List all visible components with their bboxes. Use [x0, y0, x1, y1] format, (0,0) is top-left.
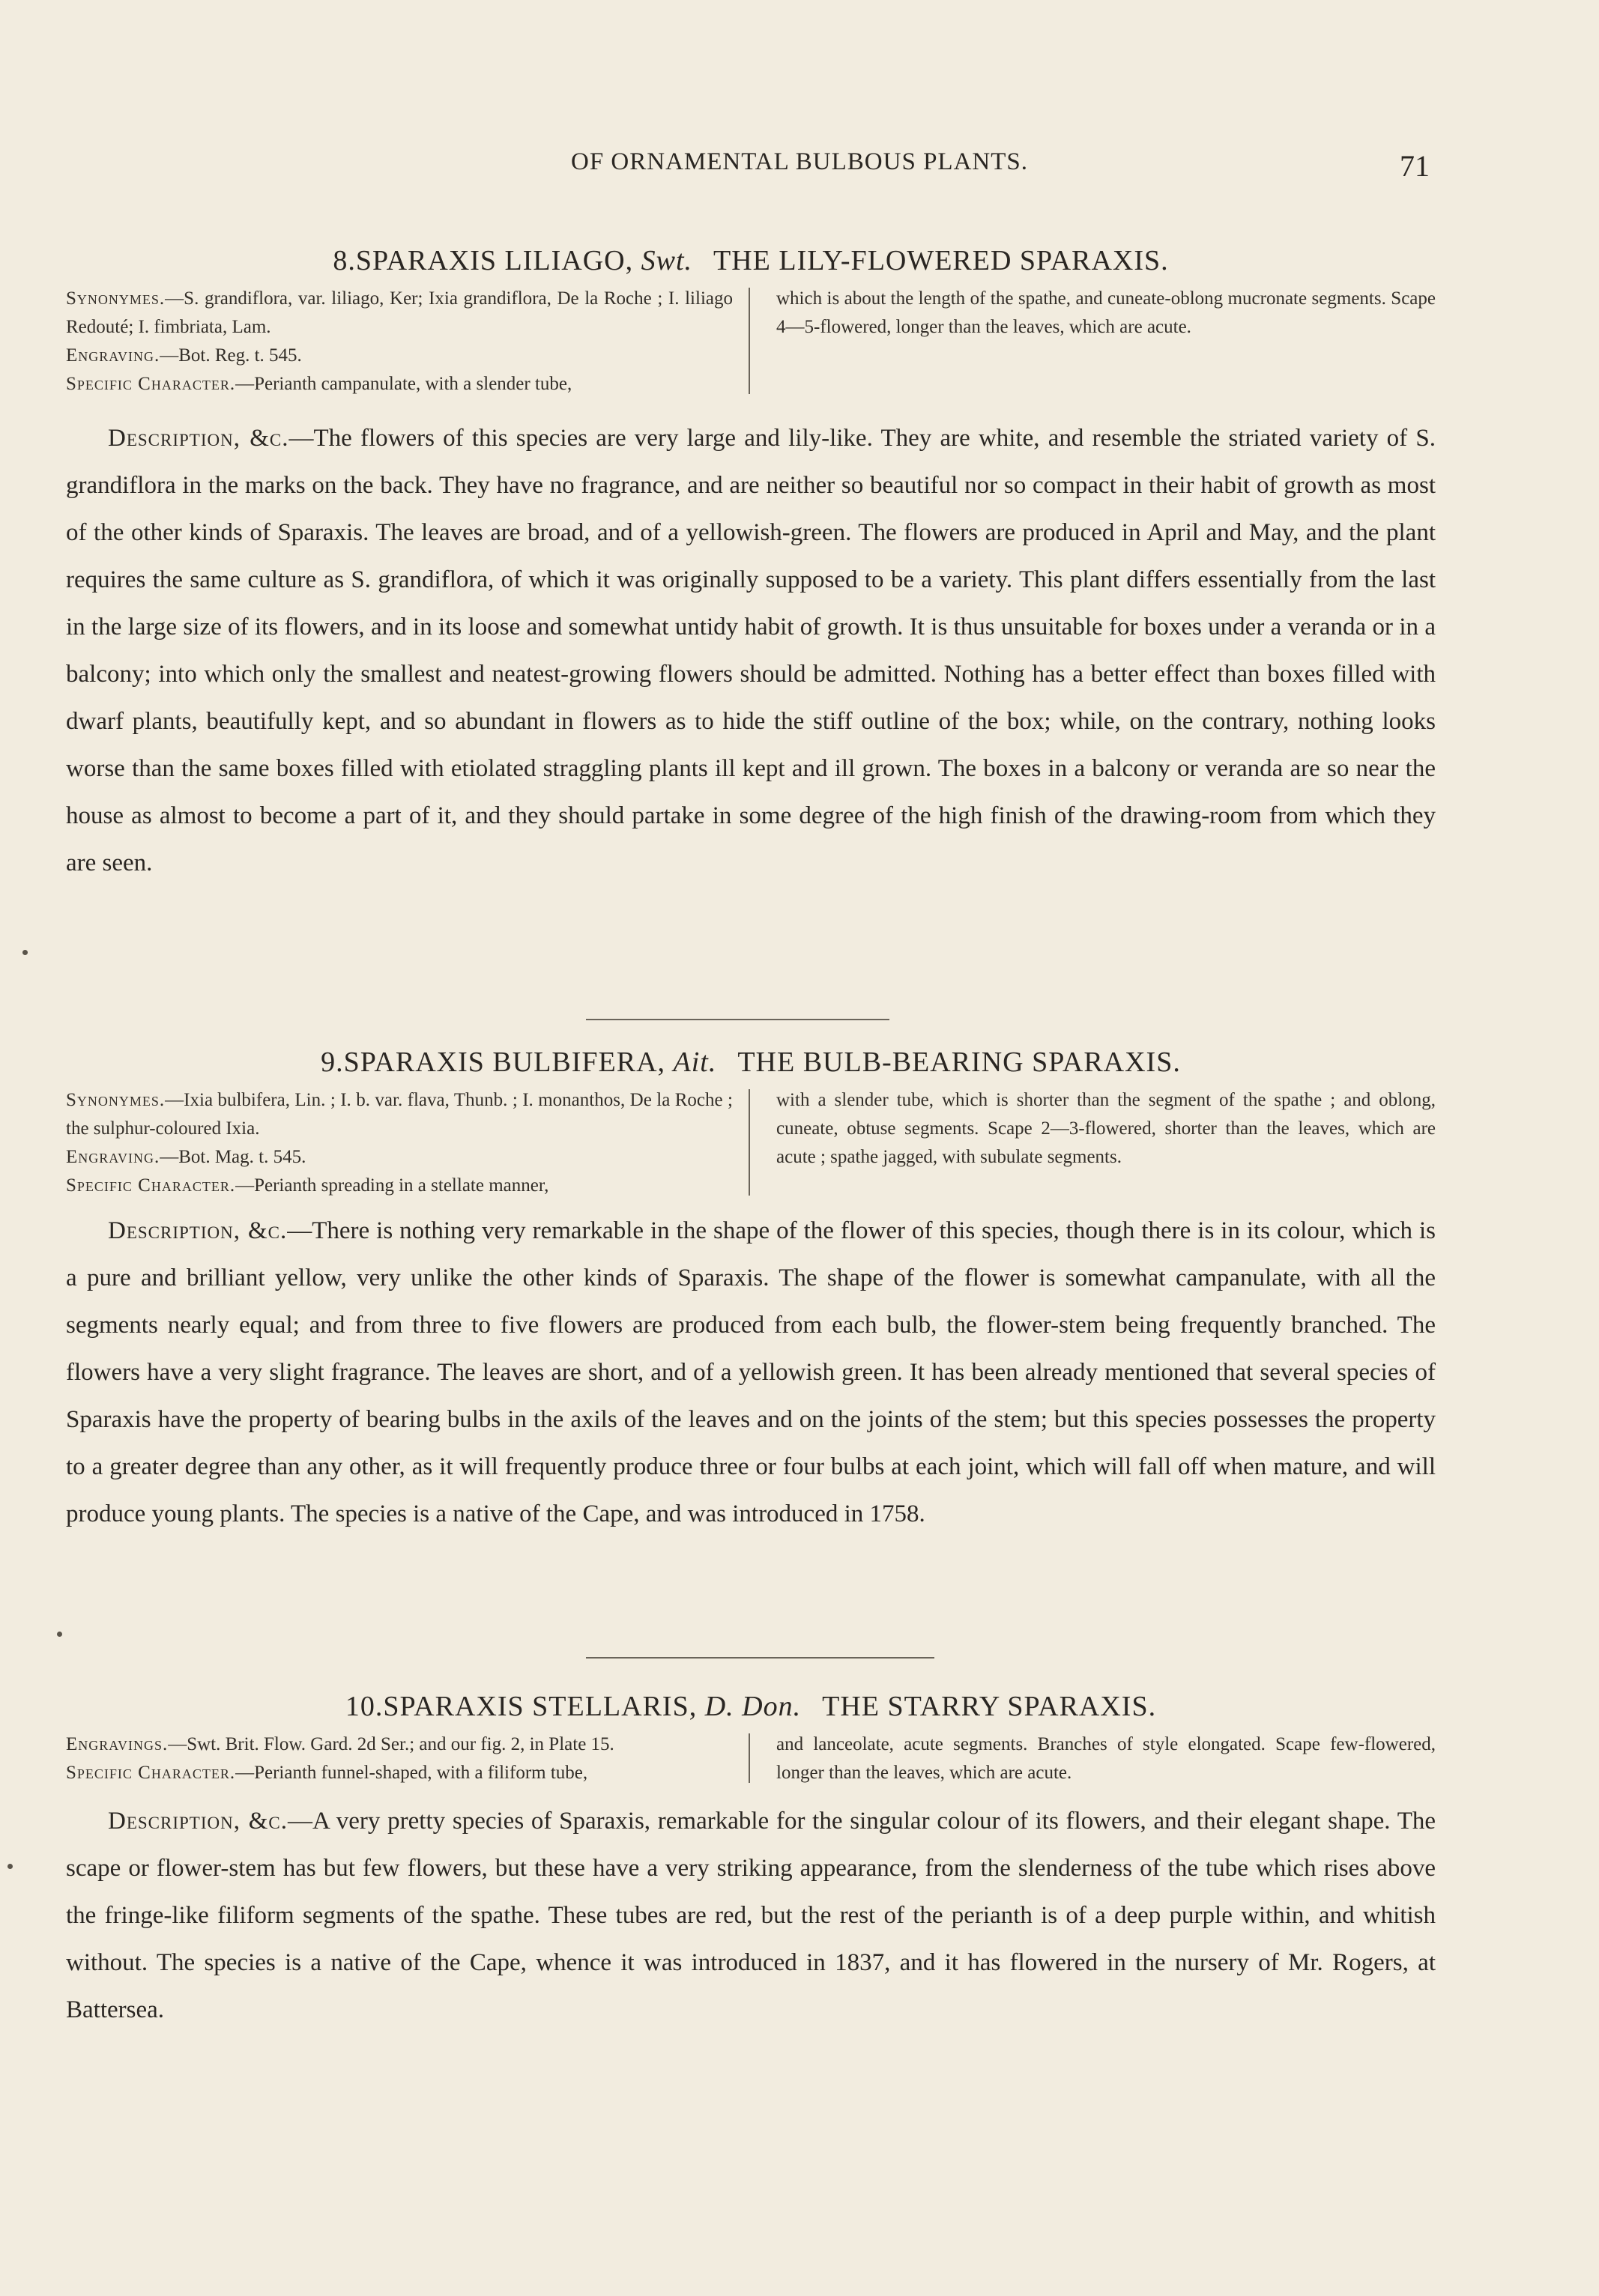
- specific-character-label: Specific Character.: [66, 1763, 236, 1783]
- description-label: Description, &c.: [108, 425, 289, 452]
- synonymes-block: [66, 285, 1436, 399]
- common-name: THE STARRY SPARAXIS.: [822, 1691, 1157, 1722]
- synonymes-text: —S. grandiflora, var. liliago, Ker; Ixia grandiflora, De la Roche ; I. liliago Redouté; I. fimbriata, Lam.: [66, 288, 733, 337]
- engravings-label: Engravings.: [66, 1734, 169, 1754]
- specific-character-label: Specific Character.: [66, 1175, 236, 1196]
- column-divider: [749, 1089, 750, 1196]
- section-rule: [586, 1657, 934, 1659]
- section-title: [66, 1046, 1436, 1086]
- running-head: OF ORNAMENTAL BULBOUS PLANTS.: [570, 148, 1028, 175]
- synonymes-left-column: [66, 1086, 733, 1200]
- section-title: [66, 244, 1436, 285]
- common-name: THE LILY-FLOWERED SPARAXIS.: [713, 245, 1169, 276]
- engraving-text: —Bot. Mag. t. 545.: [160, 1147, 306, 1167]
- specific-character-text: —Perianth funnel-shaped, with a filiform tube,: [235, 1763, 588, 1783]
- synonymes-label: Synonymes.: [66, 1090, 166, 1110]
- synonymes-block: [66, 1730, 1436, 1787]
- latin-name: SPARAXIS LILIAGO,: [355, 245, 634, 276]
- authority: Swt.: [641, 245, 693, 276]
- synonymes-right-column: and lanceolate, acute segments. Branches of style elongated. Scape few-flowered, longer than the leaves, which are acute.: [776, 1734, 1436, 1783]
- margin-dot: [22, 950, 28, 955]
- synonymes-right-column: with a slender tube, which is shorter than the segment of the spathe ; and oblong, cuneate, obtuse segments. Scape 2—3-flowered, shorter than the leaves, which are acute ; spathe jagged, with subulate segments.: [776, 1090, 1436, 1167]
- column-divider: [749, 288, 750, 394]
- synonymes-right-column: which is about the length of the spathe, and cuneate-oblong mucronate segments. Scape 4—5-flowered, longer than the leaves, which are acute.: [776, 288, 1436, 337]
- description-text: —The flowers of this species are very large and lily-like. They are white, and resemble the striated variety of S. grandiflora in the marks on the back. They have no fragrance, and are neither so beautiful nor so compact in their habit of growth as most of the other kinds of Sparaxis. The leaves are broad, and of a yellowish-green. The flowers are produced in April and May, and the plant requires the same culture as S. grandiflora, of which it was originally supposed to be a variety. This plant differs essentially from the last in the large size of its flowers, and in its loose and somewhat untidy habit of growth. It is thus unsuitable for boxes under a veranda or in a balcony; into which only the smallest and neatest-growing flowers should be admitted. Nothing has a better effect than boxes filled with dwarf plants, beautifully kept, and so abundant in flowers as to hide the stiff outline of the box; while, on the contrary, nothing looks worse than the same boxes filled with etiolated straggling plants ill kept and ill grown. The boxes in a balcony or veranda are so near the house as almost to become a part of it, and they should partake in some degree of the high finish of the drawing-room from which they are seen.: [66, 425, 1436, 876]
- synonymes-left-column: [66, 285, 733, 399]
- specific-character-text: —Perianth campanulate, with a slender tube,: [235, 374, 572, 394]
- common-name: THE BULB-BEARING SPARAXIS.: [737, 1046, 1181, 1078]
- latin-name: SPARAXIS BULBIFERA,: [343, 1046, 666, 1078]
- description-text: —There is nothing very remarkable in the shape of the flower of this species, though there is in its colour, which is a pure and brilliant yellow, very unlike the other kinds of Sparaxis. The shape of the flower is somewhat campanulate, with all the segments nearly equal; and from three to five flowers are produced from each bulb, the flower-stem being frequently branched. The flowers have a very slight fragrance. The leaves are short, and of a yellowish green. It has been already mentioned that several species of Sparaxis have the property of bearing bulbs in the axils of the leaves and on the joints of the stem; but this species possesses the property to a greater degree than any other, as it will frequently produce three or four bulbs at each joint, which will fall off when mature, and will produce young plants. The species is a native of the Cape, and was introduced in 1758.: [66, 1217, 1436, 1527]
- section-title: [66, 1690, 1436, 1730]
- page-number: 71: [1400, 149, 1430, 183]
- section-number: 10.: [345, 1691, 384, 1722]
- section-rule: [586, 1019, 889, 1020]
- section-number: 9.: [321, 1046, 344, 1078]
- latin-name: SPARAXIS STELLARIS,: [383, 1691, 698, 1722]
- section-sparaxis-stellaris: [66, 1690, 1436, 2034]
- margin-dot: [57, 1632, 62, 1637]
- section-number: 8.: [333, 245, 356, 276]
- synonymes-block: [66, 1086, 1436, 1200]
- section-sparaxis-bulbifera: [66, 1046, 1436, 1538]
- authority: Ait.: [673, 1046, 717, 1078]
- margin-dot: [7, 1864, 13, 1869]
- section-sparaxis-liliago: [66, 244, 1436, 887]
- engraving-text: —Bot. Reg. t. 545.: [160, 345, 302, 366]
- column-divider: [749, 1733, 750, 1783]
- synonymes-left-column: [66, 1730, 733, 1787]
- synonymes-label: Synonymes.: [66, 288, 166, 309]
- authority: D. Don.: [704, 1691, 802, 1722]
- engraving-label: Engraving.: [66, 1147, 160, 1167]
- synonymes-text: —Ixia bulbifera, Lin. ; I. b. var. flava, Thunb. ; I. monanthos, De la Roche ; the sulphur-coloured Ixia.: [66, 1090, 733, 1139]
- description-paragraph: [66, 415, 1436, 887]
- specific-character-text: —Perianth spreading in a stellate manner,: [235, 1175, 549, 1196]
- engraving-label: Engraving.: [66, 345, 160, 366]
- engravings-text: —Swt. Brit. Flow. Gard. 2d Ser.; and our fig. 2, in Plate 15.: [168, 1734, 614, 1754]
- description-label: Description, &c.: [108, 1808, 288, 1835]
- description-paragraph: [66, 1798, 1436, 2034]
- description-label: Description, &c.: [108, 1217, 288, 1244]
- description-text: —A very pretty species of Sparaxis, remarkable for the singular colour of its flowers, and their elegant shape. The scape or flower-stem has but few flowers, but these have a very striking appearance, from the slenderness of the tube which rises above the fringe-like filiform segments of the spathe. These tubes are red, but the rest of the perianth is of a deep purple within, and whitish without. The species is a native of the Cape, whence it was introduced in 1837, and it has flowered in the nursery of Mr. Rogers, at Battersea.: [66, 1808, 1436, 2023]
- description-paragraph: [66, 1208, 1436, 1538]
- specific-character-label: Specific Character.: [66, 374, 236, 394]
